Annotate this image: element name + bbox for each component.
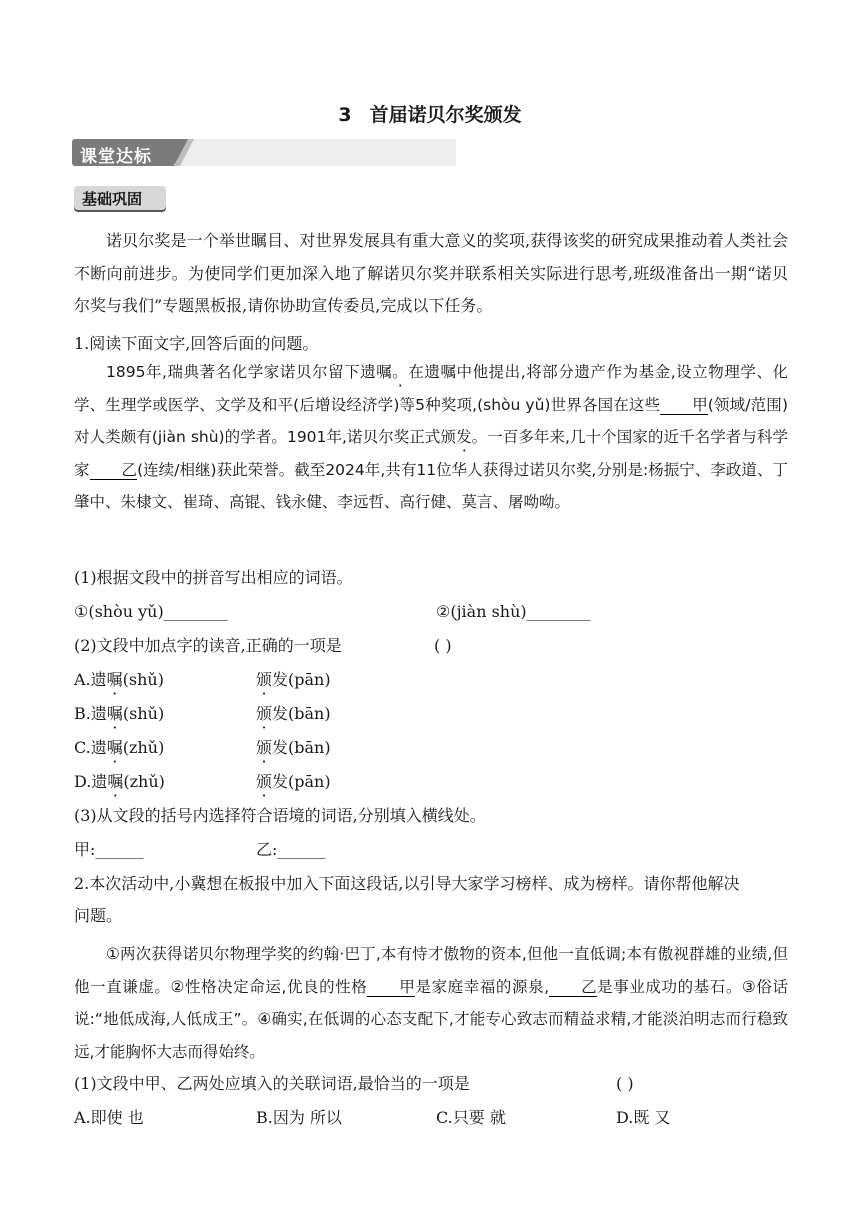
option-b-2: 颁发(bān)	[256, 704, 331, 723]
blank-yi: 乙	[549, 978, 597, 997]
q1-sub3-b: 乙:______	[256, 840, 326, 859]
subsection-label: 基础巩固	[82, 190, 143, 208]
q2-option-c: C.只要 就	[436, 1108, 506, 1127]
page-title	[0, 100, 860, 127]
q2-passage: ①两次获得诺贝尔物理学奖的约翰·巴丁,本有恃才傲物的资本,但他一直低调;本有傲视群雄的业绩,但他一直谦虚。②性格决定命运,优良的性格 甲是家庭幸福的源泉, 乙是事业成功的基石。③俗话说:“地低成海,人低成王”。④确实,在低调的心态支配下,才能专心致志而精益求精,才能淡泊明志而行稳致远,才能胸怀大志而得始终。	[74, 945, 788, 1061]
q2-option-d: D.既 又	[616, 1108, 671, 1127]
q1-sub1-b: ②(jiàn shù)________	[436, 602, 591, 621]
q2-option-a: A.即使 也	[74, 1108, 144, 1127]
lesson-number: 3	[338, 104, 352, 126]
lesson-title: 首届诺贝尔奖颁发	[369, 104, 522, 126]
option-b: B.遗嘱(shǔ)	[74, 704, 165, 723]
q2-sub1-stem: (1)文段中甲、乙两处应填入的关联词语,最恰当的一项是	[74, 1074, 470, 1093]
dotted-char: 嘱	[376, 363, 393, 381]
option-d-2: 颁发(pān)	[256, 772, 331, 791]
q1-passage: 1895年,瑞典著名化学家诺贝尔留下遗嘱。在遗嘱中他提出,将部分遗产作为基金,设立物理学、化学、生理学或医学、文学及和平(后增设经济学)等5种奖项,(shòu yǔ)世界各国在这些 甲(领域/范围)对人类颇有(jiàn shù)的学者。1901年,诺贝尔奖正式颁发。一百多年来,几十个国家的近千名学者与科学家 乙(连续/相继)获此荣誉。截至2024年,共有11位华人获得过诺贝尔奖,分别是:杨振宁、李政道、丁肇中、朱棣文、崔琦、高锟、钱永健、李远哲、高行健、莫言、屠呦呦。	[74, 363, 789, 511]
answer-paren: ( )	[616, 1074, 634, 1093]
banner-label: 课堂达标	[80, 147, 152, 167]
option-a-2: 颁发(pān)	[256, 670, 331, 689]
intro-paragraph: 诺贝尔奖是一个举世瞩目、对世界发展具有重大意义的奖项,获得该奖的研究成果推动着人类社会不断向前进步。为使同学们更加深入地了解诺贝尔奖并联系相关实际进行思考,班级准备出一期“诺贝尔奖与我们”专题黑板报,请你协助宣传委员,完成以下任务。	[74, 231, 788, 315]
option-c-2: 颁发(bān)	[256, 738, 331, 757]
q1-sub3-stem: (3)从文段的括号内选择符合语境的词语,分别填入横线处。	[74, 806, 486, 825]
subsection-tag	[74, 186, 166, 210]
option-a: A.遗嘱(shǔ)	[74, 670, 164, 689]
answer-paren: ( )	[434, 636, 452, 655]
q2-option-b: B.因为 所以	[256, 1108, 342, 1127]
option-c: C.遗嘱(zhǔ)	[74, 738, 165, 757]
q2-stem-line1: 2.本次活动中,小冀想在板报中加入下面这段话,以引导大家学习榜样、成为榜样。请你帮他解决	[74, 874, 740, 893]
q1-sub1-a: ①(shòu yǔ)________	[74, 602, 228, 621]
q1-sub1-stem: (1)根据文段中的拼音写出相应的词语。	[74, 568, 353, 587]
q2-stem-line2: 问题。	[74, 906, 123, 925]
blank-jia: 甲	[367, 978, 415, 997]
option-d: D.遗嘱(zhǔ)	[74, 772, 165, 791]
q1-sub2-stem: (2)文段中加点字的读音,正确的一项是	[74, 636, 342, 655]
blank-yi: 乙	[90, 461, 138, 480]
section-banner	[72, 139, 456, 166]
blank-jia: 甲	[660, 396, 708, 415]
dotted-char: 颁	[440, 428, 457, 446]
q1-sub3-a: 甲:______	[74, 840, 144, 859]
q1-stem: 1.阅读下面文字,回答后面的问题。	[74, 334, 319, 353]
